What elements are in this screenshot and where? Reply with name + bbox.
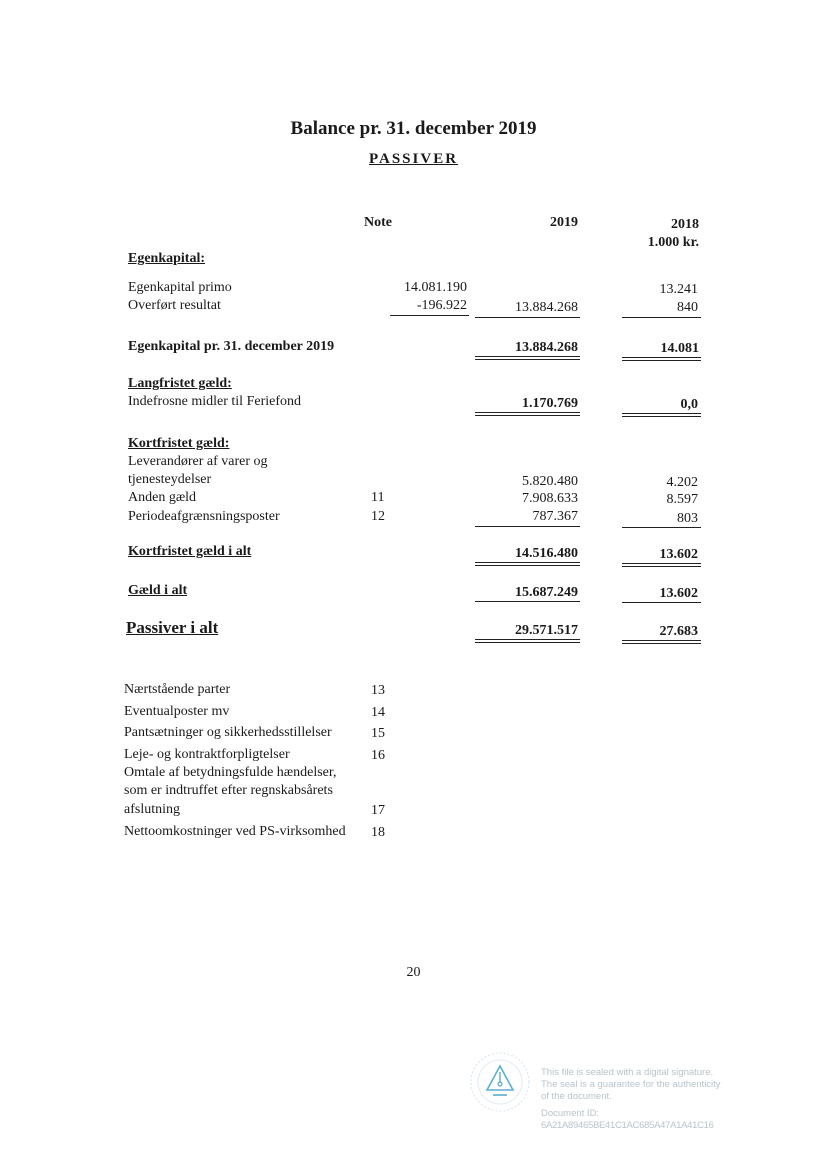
double-rule	[475, 412, 580, 416]
gaeld-total-2018: 13.602	[659, 586, 698, 601]
column-header-2018: 2018	[671, 217, 699, 232]
rule	[622, 602, 701, 603]
gaeld-total-2019: 15.687.249	[515, 585, 578, 600]
note-item-number: 13	[371, 683, 385, 698]
overfoert-resultat-label: Overført resultat	[128, 298, 221, 313]
double-rule	[475, 562, 580, 566]
seal-document-id: 6A21A89465BE41C1AC685A47A1A41C16	[541, 1120, 714, 1131]
periodeafgraensning-note: 12	[371, 509, 385, 524]
note-item-label: som er indtruffet efter regnskabsårets	[124, 783, 333, 798]
overfoert-resultat-amount: -196.922	[416, 298, 467, 313]
double-rule	[475, 356, 580, 360]
rule	[475, 317, 580, 318]
column-header-2019: 2019	[550, 215, 578, 230]
leverandoerer-2019: 5.820.480	[522, 474, 578, 489]
note-item-label: Leje- og kontraktforpligtelser	[124, 747, 290, 762]
seal-text-line: of the document.	[541, 1091, 612, 1102]
passiver-total-label: Passiver i alt	[126, 618, 219, 637]
note-item-label: Omtale af betydningsfulde hændelser,	[124, 765, 337, 780]
double-rule	[622, 413, 701, 417]
seal-emblem	[468, 1050, 532, 1114]
leverandoerer-label-1: Leverandører af varer og	[128, 454, 268, 469]
periodeafgraensning-2019: 787.367	[532, 509, 578, 524]
anden-gaeld-label: Anden gæld	[128, 490, 197, 505]
note-item-label: afslutning	[124, 802, 180, 817]
page-title: Balance pr. 31. december 2019	[290, 118, 537, 139]
rule	[475, 601, 580, 602]
passiver-total-2019: 29.571.517	[515, 623, 578, 638]
egenkapital-total-label: Egenkapital pr. 31. december 2019	[128, 339, 335, 354]
note-item-label: Eventualposter mv	[124, 704, 230, 719]
rule	[390, 315, 469, 316]
egenkapital-heading: Egenkapital:	[128, 251, 206, 266]
note-item-number: 17	[371, 803, 385, 818]
seal-text-line: The seal is a guarantee for the authenticity	[541, 1079, 721, 1090]
egenkapital-total-2018: 14.081	[660, 341, 699, 356]
indefrosne-midler-2019: 1.170.769	[522, 396, 578, 411]
page-number: 20	[406, 965, 421, 980]
periodeafgraensning-2018: 803	[677, 511, 698, 526]
indefrosne-midler-2018: 0,0	[680, 397, 698, 412]
note-item-number: 16	[371, 748, 385, 763]
anden-gaeld-note: 11	[371, 490, 385, 505]
column-header-unit: 1.000 kr.	[647, 235, 699, 250]
indefrosne-midler-label: Indefrosne midler til Feriefond	[128, 394, 302, 409]
seal-text-line: This file is sealed with a digital signature.	[541, 1067, 714, 1078]
gaeld-total-label: Gæld i alt	[128, 583, 188, 598]
rule	[622, 317, 701, 318]
note-item-number: 18	[371, 825, 385, 840]
langfristet-heading: Langfristet gæld:	[128, 376, 232, 391]
egenkapital-primo-amount: 14.081.190	[404, 280, 467, 295]
leverandoerer-label-2: tjenesteydelser	[128, 472, 212, 487]
note-item-label: Pantsætninger og sikkerhedsstillelser	[124, 725, 332, 740]
passiver-total-2018: 27.683	[659, 624, 698, 639]
egenkapital-primo-label: Egenkapital primo	[128, 280, 232, 295]
egenkapital-primo-2018: 13.241	[659, 282, 698, 297]
double-rule	[622, 357, 701, 361]
pen-nib-seal-icon	[468, 1050, 532, 1114]
rule	[622, 527, 701, 528]
double-rule	[622, 563, 701, 567]
anden-gaeld-2018: 8.597	[666, 492, 698, 507]
kortfristet-heading: Kortfristet gæld:	[128, 436, 230, 451]
seal-document-id-label: Document ID:	[541, 1108, 600, 1119]
note-item-label: Nærtstående parter	[124, 682, 231, 697]
rule	[475, 526, 580, 527]
note-item-number: 14	[371, 705, 385, 720]
double-rule	[475, 639, 580, 643]
egenkapital-total-2019: 13.884.268	[515, 340, 578, 355]
note-item-number: 15	[371, 726, 385, 741]
kortfristet-total-2018: 13.602	[659, 547, 698, 562]
anden-gaeld-2019: 7.908.633	[522, 491, 578, 506]
column-header-note: Note	[364, 215, 392, 230]
note-item-label: Nettoomkostninger ved PS-virksomhed	[124, 824, 346, 839]
page-subtitle: PASSIVER	[368, 151, 459, 167]
double-rule	[622, 640, 701, 644]
kortfristet-total-label: Kortfristet gæld i alt	[128, 544, 252, 559]
periodeafgraensning-label: Periodeafgrænsningsposter	[128, 509, 280, 524]
overfoert-resultat-2019: 13.884.268	[515, 300, 578, 315]
kortfristet-total-2019: 14.516.480	[515, 546, 578, 561]
overfoert-resultat-2018: 840	[677, 300, 698, 315]
leverandoerer-2018: 4.202	[666, 475, 698, 490]
